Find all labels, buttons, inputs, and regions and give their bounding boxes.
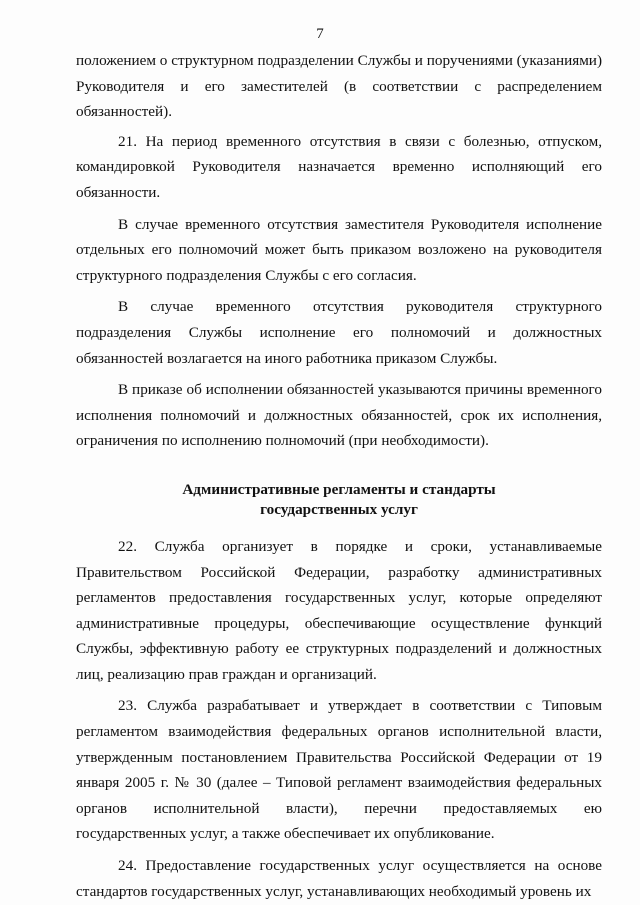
section-heading [76, 480, 602, 520]
paragraph-24: 24. Предоставление государственных услуг осуществляется на основе стандартов государственных услуг, устанавливающих необходимый уровень их [76, 857, 602, 900]
paragraph-21-unit-head: В случае временного отсутствия руководителя структурного подразделения Службы исполнение его полномочий и должностных обязанностей возлагается на иного работника приказом Службы. [76, 298, 602, 367]
section-heading-line-1: Административные регламенты и стандарты [182, 480, 496, 498]
page-number: 7 [316, 26, 324, 42]
document-body [76, 48, 602, 904]
section-heading-line-2: государственных услуг [260, 500, 418, 518]
paragraph-continuation: положением о структурном подразделении Службы и поручениями (указаниями) Руководителя и его заместителей (в соответствии с распределением обязанностей). [76, 52, 602, 121]
paragraph-21-order: В приказе об исполнении обязанностей указываются причины временного исполнения полномочий и должностных обязанностей, срок их исполнения, ограничения по исполнению полномочий (при необходимости). [76, 381, 602, 450]
paragraph-22: 22. Служба организует в порядке и сроки, устанавливаемые Правительством Российской Федерации, разработку административных регламентов предоставления государственных услуг, которые определяют административные процедуры, обеспечивающие осуществление функций Службы, эффективную работу ее структурных подразделений и должностных лиц, реализацию прав граждан и организаций. [76, 537, 602, 683]
paragraph-21-deputy: В случае временного отсутствия заместителя Руководителя исполнение отдельных его полномочий может быть приказом возложено на руководителя структурного подразделения Службы с его согласия. [76, 215, 602, 284]
paragraph-23: 23. Служба разрабатывает и утверждает в соответствии с Типовым регламентом взаимодействия федеральных органов исполнительной власти, утвержденным постановлением Правительства Российской Федерации от 19 января 2005 г. № 30 (далее – Типовой регламент взаимодействия федеральных органов исполнительной власти), перечни предоставляемых ею государственных услуг, а также обеспечивает их опубликование. [76, 697, 602, 843]
paragraph-21: 21. На период временного отсутствия в связи с болезнью, отпуском, командировкой Руководителя назначается временно исполняющий его обязанности. [76, 132, 602, 201]
